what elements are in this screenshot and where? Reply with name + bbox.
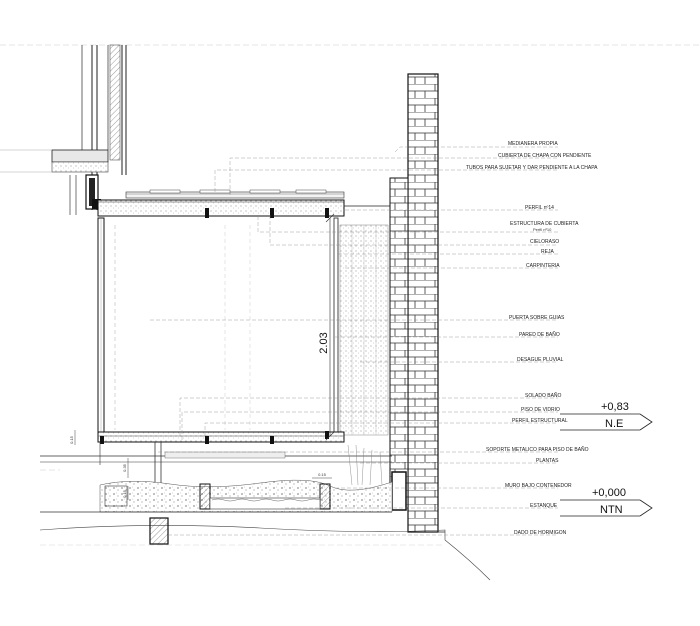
small-dim-pond: 0.15 <box>318 472 326 477</box>
small-dim-mid: 0.35 <box>122 464 127 472</box>
level-marker-upper <box>560 401 652 430</box>
roof-assembly <box>98 190 392 218</box>
level-upper-label: N.E <box>605 418 624 430</box>
label-medianera: MEDIANERA PROPIA <box>508 141 558 147</box>
label-soporte: SOPORTE METALICO PARA PISO DE BAÑO <box>486 447 589 453</box>
height-dimension <box>318 214 334 440</box>
label-dado: DADO DE HORMIGON <box>514 530 567 536</box>
level-ground-label: NTN <box>600 504 623 516</box>
small-dim-post: 0.15 <box>122 490 127 498</box>
label-cieloraso: CIELORASO <box>530 239 560 245</box>
label-desague: DESAGUE PLUVIAL <box>517 357 564 363</box>
existing-building <box>0 45 700 215</box>
label-perfil-estructural: PERFIL ESTRUCTURAL <box>512 418 568 424</box>
label-cubierta-chapa: CUBIERTA DE CHAPA CON PENDIENTE <box>498 153 592 159</box>
label-piso-vidrio: PISO DE VIDRIO <box>521 407 560 413</box>
level-marker-ground <box>560 487 652 516</box>
label-carpinteria: CARPINTERIA <box>526 263 560 269</box>
label-plantas: PLANTAS <box>536 458 559 464</box>
annotation-labels <box>466 141 598 536</box>
label-muro: MURO BAJO CONTENEDOR <box>505 483 572 489</box>
label-perfil-14: PERFIL nº14 <box>525 205 554 211</box>
small-dim-left: 0.15 <box>69 436 74 444</box>
label-solado: SOLADO BAÑO <box>525 393 562 399</box>
label-estructura-cubierta-sub: Perfil nº10 <box>533 227 552 232</box>
height-dimension-text: 2.03 <box>318 332 330 354</box>
level-ground-value: +0,000 <box>592 487 626 499</box>
label-reja: REJA <box>541 249 554 255</box>
level-upper-value: +0,83 <box>601 401 629 413</box>
label-tubos: TUBOS PARA SUJETAR Y DAR PENDIENTE A LA CHAPA <box>466 165 598 171</box>
label-pared-bano: PARED DE BAÑO <box>519 332 560 338</box>
label-puerta: PUERTA SOBRE GUIAS <box>509 315 565 321</box>
label-estanque: ESTANQUE <box>530 503 558 509</box>
label-estructura-cubierta: ESTRUCTURA DE CUBIERTA <box>510 221 579 227</box>
brick-party-wall <box>390 74 445 532</box>
